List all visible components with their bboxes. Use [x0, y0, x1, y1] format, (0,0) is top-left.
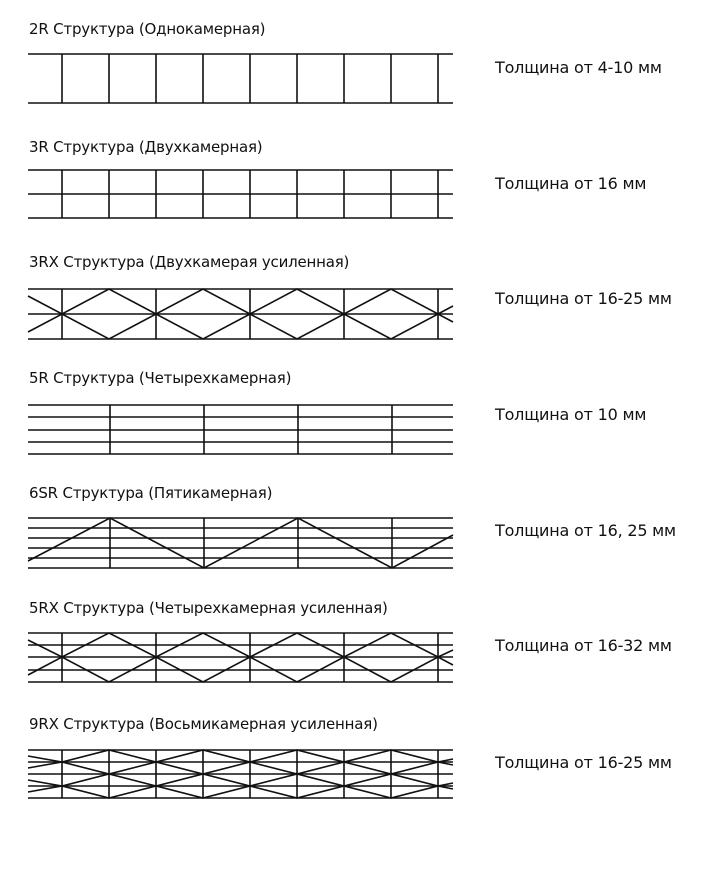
structure-drawing-5r — [28, 405, 453, 454]
thickness-label-3rx: Толщина от 16-25 мм — [495, 289, 672, 308]
thickness-label-3r: Толщина от 16 мм — [495, 174, 647, 193]
structure-drawing-3r — [28, 170, 453, 218]
rib-diagonal — [28, 750, 453, 762]
structure-title-3rx: 3RX Структура (Двухкамерая усиленная) — [29, 253, 350, 271]
structure-drawing-6sr — [28, 518, 453, 568]
structure-title-6sr: 6SR Структура (Пятикамерная) — [29, 484, 273, 502]
structure-title-3r: 3R Структура (Двухкамерная) — [29, 138, 263, 156]
structure-title-2r: 2R Структура (Однокамерная) — [29, 20, 266, 38]
rib-diagonal — [28, 786, 453, 798]
rib-diagonal — [28, 518, 453, 568]
rib-diagonal — [28, 314, 453, 339]
rib-diagonal — [28, 762, 453, 774]
rib-diagonal — [28, 289, 453, 314]
thickness-label-6sr: Толщина от 16, 25 мм — [495, 521, 676, 540]
structure-drawing-5rx — [28, 633, 453, 682]
thickness-label-2r: Толщина от 4-10 мм — [495, 58, 662, 77]
structure-drawing-3rx — [28, 289, 453, 339]
rib-diagonal — [28, 774, 453, 786]
structure-drawing-2r — [28, 54, 453, 103]
thickness-label-5r: Толщина от 10 мм — [495, 405, 647, 424]
structure-drawing-9rx — [28, 750, 453, 798]
thickness-label-5rx: Толщина от 16-32 мм — [495, 636, 672, 655]
structure-title-9rx: 9RX Структура (Восьмикамерная усиленная) — [29, 715, 378, 733]
structure-title-5rx: 5RX Структура (Четырехкамерная усиленная) — [29, 599, 388, 617]
structure-title-5r: 5R Структура (Четырехкамерная) — [29, 369, 292, 387]
thickness-label-9rx: Толщина от 16-25 мм — [495, 753, 672, 772]
